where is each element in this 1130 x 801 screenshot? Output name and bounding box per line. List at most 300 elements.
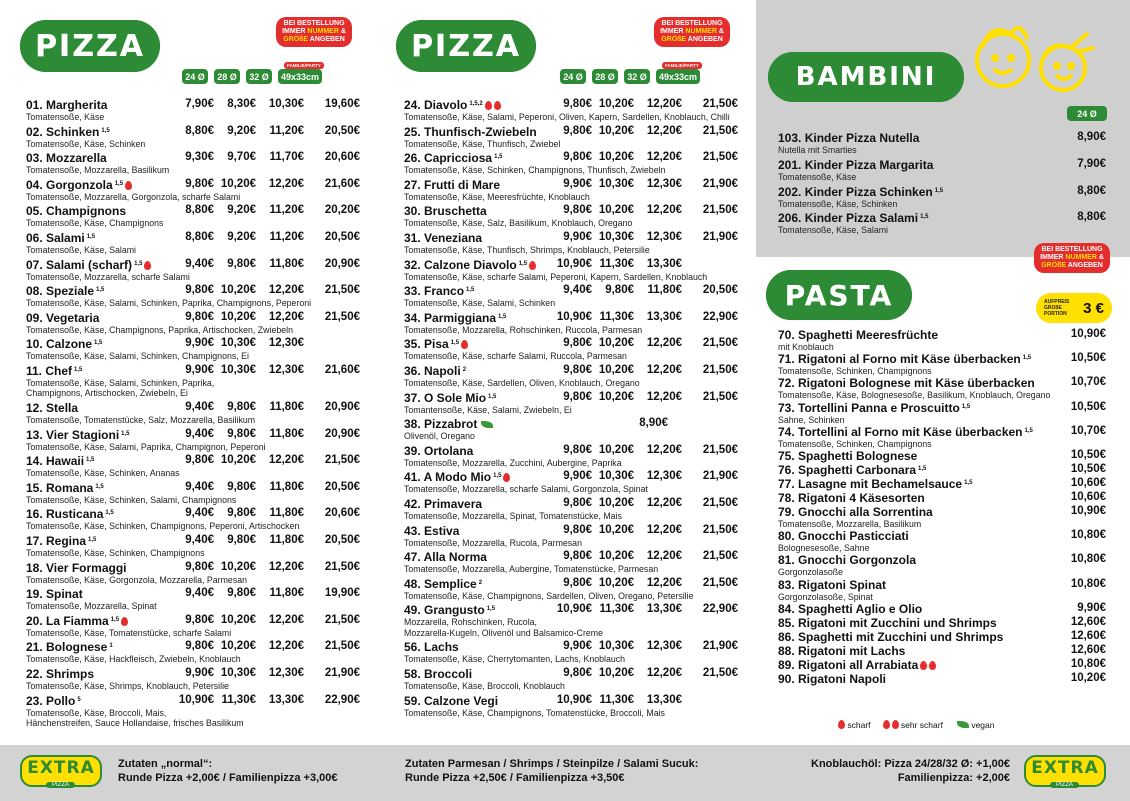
menu-item — [378, 694, 756, 718]
menu-item-name — [26, 694, 81, 708]
menu-item-additives: 1,5 — [94, 340, 103, 347]
menu-item-additives: 1,5 — [488, 393, 497, 400]
pizza-header-right: PIZZA — [396, 20, 536, 72]
menu-item-name — [778, 352, 1031, 366]
menu-item-price: 10,90€ — [1070, 328, 1106, 340]
menu-item-price: 9,40€ — [185, 507, 214, 520]
menu-item-title: 58. Broccoli — [404, 667, 473, 681]
menu-item-price: 10,20€ — [598, 550, 634, 563]
menu-item — [378, 524, 756, 548]
leaf-icon — [957, 721, 969, 728]
order-note-highlight: NUMMER — [685, 28, 717, 35]
menu-item-title: 35. Pisa — [404, 337, 449, 352]
chili-icon — [485, 101, 492, 110]
menu-item-price: 20,60€ — [324, 151, 360, 164]
menu-item — [378, 178, 756, 202]
menu-item-price: 12,30€ — [646, 640, 682, 653]
menu-item-title: 90. Rigatoni Napoli — [778, 671, 887, 686]
chili-icon — [503, 473, 510, 482]
menu-item-name — [404, 640, 459, 654]
menu-item-description: Gorgonzolasoße, Spinat — [778, 591, 873, 602]
menu-item-name — [26, 667, 94, 681]
menu-item-price: 10,50€ — [1070, 352, 1106, 365]
menu-item-name — [404, 524, 459, 538]
menu-item — [756, 630, 1130, 644]
menu-item-name — [778, 529, 909, 543]
menu-item-price: 9,40€ — [185, 427, 214, 440]
menu-item — [0, 667, 378, 691]
chili-icon — [121, 617, 128, 626]
menu-item-price: 9,80€ — [185, 613, 214, 626]
menu-item-title: 88. Rigatoni mit Lachs — [778, 643, 906, 658]
menu-item-name — [404, 417, 493, 431]
menu-item-name — [404, 151, 502, 165]
menu-item-name — [26, 428, 130, 442]
menu-item-price: 22,90€ — [702, 310, 738, 323]
family-party-tag: FAMILIE/PARTY — [662, 62, 702, 69]
menu-item-name — [26, 481, 104, 495]
menu-item-name — [26, 587, 83, 601]
menu-item — [0, 178, 378, 202]
menu-item-price: 10,90€ — [556, 693, 592, 706]
menu-item-price: 9,20€ — [227, 124, 256, 137]
menu-item-price: 12,20€ — [646, 151, 682, 164]
menu-item-name — [26, 364, 82, 378]
menu-item-name — [404, 204, 487, 218]
menu-item-name — [778, 602, 922, 616]
menu-item — [0, 125, 378, 149]
menu-item-name — [26, 204, 126, 218]
size-header-right — [560, 63, 700, 84]
menu-item-description: Tomatensoße, Käse, Gorgonzola, Mozzarella, Parmesan — [26, 574, 248, 585]
menu-item-price: 8,80€ — [1077, 211, 1106, 224]
menu-item-price: 9,40€ — [185, 257, 214, 270]
menu-item-price: 9,80€ — [227, 587, 256, 600]
menu-item-price: 9,40€ — [563, 284, 592, 297]
menu-item-price: 12,20€ — [646, 124, 682, 137]
menu-item-title: 32. Calzone Diavolo — [404, 257, 517, 272]
menu-item — [756, 616, 1130, 630]
bambini-size-header: 24 Ø — [1067, 106, 1107, 121]
menu-item-description: Tomatensoße, Mozzarella, Aubergine, Tomatenstücke, Parmesan — [404, 564, 659, 575]
pizza-column-right — [378, 0, 756, 745]
menu-item-description: Tomatensoße, Käse, Schinken, Ananas — [26, 468, 180, 479]
menu-item-price: 13,30€ — [268, 693, 304, 706]
menu-item-description: Tomatensoße, Käse, Champignons, Paprika, Artischocken, Zwiebeln — [26, 324, 293, 335]
menu-item-price: 10,20€ — [598, 523, 634, 536]
menu-item-additives: 1,5 — [105, 510, 114, 517]
order-note-line — [656, 36, 728, 44]
menu-item-name — [404, 98, 501, 112]
menu-item-name — [778, 328, 938, 342]
pizza-column-left — [0, 0, 378, 745]
size-tag — [246, 69, 272, 84]
menu-item-additives: 1,5 — [466, 287, 475, 294]
menu-item-price: 21,50€ — [702, 124, 738, 137]
menu-item-price: 9,80€ — [227, 401, 256, 413]
menu-item — [378, 577, 756, 601]
menu-item-price: 10,90€ — [1070, 505, 1106, 517]
menu-item-title: 80. Gnocchi Pasticciati — [778, 529, 909, 544]
menu-item-additives: 1,5 — [934, 187, 944, 194]
menu-item-price: 21,50€ — [702, 523, 738, 536]
menu-item-price: 10,20€ — [220, 284, 256, 297]
menu-item-price: 9,90€ — [563, 470, 592, 483]
menu-item-price: 9,80€ — [605, 284, 634, 297]
size-tag — [592, 69, 618, 84]
menu-item — [378, 125, 756, 149]
menu-item-price: 13,30€ — [646, 693, 682, 706]
menu-item — [756, 185, 1130, 209]
menu-item-price: 12,20€ — [646, 337, 682, 350]
menu-item — [378, 417, 756, 441]
menu-item-description: Nutella mit Smarties — [778, 145, 857, 155]
menu-item-price: 10,70€ — [1070, 424, 1106, 437]
menu-item-price: 11,30€ — [599, 310, 634, 323]
menu-item-price: 21,50€ — [702, 364, 738, 376]
menu-item-price: 12,20€ — [268, 560, 304, 573]
menu-item-description: Tomatensoße, Käse, Schinken, Salami, Champignons — [26, 494, 237, 505]
order-note-text: ANGEBEN — [686, 36, 723, 43]
menu-item — [378, 204, 756, 228]
menu-item — [378, 470, 756, 494]
menu-item-price: 7,90€ — [185, 98, 214, 110]
menu-item-row — [404, 417, 756, 431]
menu-item-additives: 1,5 — [74, 367, 83, 373]
menu-item-price: 21,90€ — [702, 470, 738, 483]
menu-item — [0, 258, 378, 282]
bambini-header: BAMBINI — [768, 52, 964, 102]
menu-item-title: 20. La Fiamma — [26, 613, 109, 628]
menu-item-name — [778, 630, 1003, 644]
menu-item-description: Tomatensoße, Käse, Schinken, Champignons, Thunfisch, Zwiebeln — [404, 165, 666, 176]
menu-item-price: 9,90€ — [185, 364, 214, 376]
menu-item-name — [26, 640, 113, 654]
menu-item-title: 77. Lasagne mit Bechamelsauce — [778, 477, 963, 491]
menu-item — [756, 491, 1130, 505]
menu-item-title: 11. Chef — [26, 364, 73, 378]
menu-item-price: 12,30€ — [268, 667, 304, 679]
menu-item-price: 10,20€ — [598, 364, 634, 376]
menu-item-title: 06. Salami — [26, 231, 85, 245]
menu-item-price: 12,20€ — [646, 204, 682, 217]
order-note-highlight: GRÖßE — [1041, 262, 1067, 269]
menu-item-additives: 1,5 — [121, 430, 130, 437]
menu-item-additives: 1,5 — [114, 180, 124, 187]
menu-item-price: 21,60€ — [324, 177, 360, 190]
menu-item-price: 10,20€ — [598, 98, 634, 110]
menu-item-description: Tomatensoße, Käse, Champignons, Tomatenstücke, Broccoli, Mais — [404, 707, 665, 718]
menu-item-price: 8,80€ — [1077, 184, 1106, 197]
menu-item-title: 75. Spaghetti Bolognese — [778, 449, 918, 463]
menu-item-price: 20,50€ — [324, 124, 360, 137]
menu-item-description: Tomatensoße, Käse, Tomatenstücke, scharfe Salami — [26, 627, 232, 638]
menu-item-name — [404, 603, 495, 617]
menu-item-description: Mozzarella, Rohschinken, Rucola, — [404, 617, 537, 628]
menu-item-price: 21,50€ — [324, 560, 360, 573]
menu-item-description: Tomatensoße, Tomatenstücke, Salz, Mozzarella, Basilikum — [26, 415, 256, 425]
menu-item — [378, 98, 756, 122]
menu-item — [756, 352, 1130, 376]
menu-item — [0, 284, 378, 308]
menu-item-description: Tomatensoße, Käse, Champignons — [26, 218, 164, 229]
menu-item-additives: 1,5 — [96, 287, 105, 294]
menu-item-title: 79. Gnocchi alla Sorrentina — [778, 505, 933, 519]
menu-item — [756, 211, 1130, 235]
menu-item-price: 9,90€ — [185, 337, 214, 350]
menu-item — [378, 391, 756, 415]
order-note-line: BEI BESTELLUNG — [283, 20, 345, 27]
menu-item-price: 10,20€ — [598, 204, 634, 217]
menu-item — [0, 98, 378, 122]
menu-item-price: 13,30€ — [646, 310, 682, 323]
menu-item-additives: 1,5 — [493, 473, 502, 480]
menu-item-price: 9,80€ — [227, 534, 256, 546]
menu-item-price: 22,90€ — [702, 603, 738, 616]
menu-item-additives: 5 — [77, 696, 81, 703]
menu-item-price: 9,80€ — [563, 390, 592, 403]
menu-item-price: 21,50€ — [702, 443, 738, 456]
chili-icon — [144, 261, 151, 270]
size-label: 28 Ø — [595, 71, 615, 82]
menu-item-price: 20,50€ — [324, 480, 360, 493]
order-note-line: BEI BESTELLUNG — [1041, 246, 1103, 253]
menu-item-description: Tomatensoße, Käse, Schinken — [778, 198, 898, 209]
menu-item-title: 47. Alla Norma — [404, 550, 487, 565]
menu-item-name — [778, 211, 928, 225]
menu-item — [378, 667, 756, 691]
menu-item-price: 9,80€ — [227, 257, 256, 270]
menu-item-price: 8,90€ — [639, 417, 668, 430]
menu-item-price: 9,80€ — [563, 667, 592, 679]
menu-item-price: 10,50€ — [1070, 449, 1106, 461]
menu-item — [0, 204, 378, 228]
menu-item-description: Tomatensoße, Mozzarella, Basilikum — [778, 519, 922, 529]
menu-item-price: 9,80€ — [563, 523, 592, 536]
menu-item — [0, 151, 378, 175]
menu-item — [756, 658, 1130, 672]
menu-item-price: 11,30€ — [599, 603, 634, 616]
menu-item-price: 20,90€ — [324, 427, 360, 440]
menu-item-price: 10,20€ — [598, 667, 634, 679]
order-note-highlight: NUMMER — [1065, 254, 1097, 261]
menu-item-name — [26, 231, 95, 245]
menu-item-additives: 1,5 — [494, 154, 503, 161]
menu-item — [756, 463, 1130, 477]
menu-item-price: 21,50€ — [702, 337, 738, 350]
menu-item-price: 12,30€ — [268, 337, 304, 350]
menu-item-title: 42. Primavera — [404, 497, 483, 511]
menu-item-name — [778, 616, 997, 630]
menu-item-description: Tomatensoße, Mozzarella, Spinat — [26, 601, 157, 612]
menu-item — [0, 640, 378, 664]
menu-item-description: Tomatensoße, Mozzarella, Rucola, Parmesan — [404, 537, 582, 548]
menu-item-price: 21,50€ — [324, 640, 360, 653]
menu-item-price: 11,20€ — [269, 204, 304, 217]
menu-item-price: 11,20€ — [269, 124, 304, 137]
kids-faces-icon — [961, 12, 1101, 100]
menu-item-title: 21. Bolognese — [26, 640, 108, 655]
menu-item-name — [26, 151, 107, 165]
menu-item-price: 11,20€ — [269, 231, 304, 243]
menu-item-price: 10,50€ — [1070, 463, 1106, 475]
menu-item-name — [26, 401, 78, 415]
menu-item-title: 70. Spaghetti Meeresfrüchte — [778, 328, 939, 342]
menu-item-description: Olivenöl, Oregano — [404, 431, 475, 442]
menu-item-price: 19,90€ — [324, 587, 360, 600]
menu-item-price: 10,30€ — [220, 337, 256, 350]
menu-item-price: 10,20€ — [1070, 671, 1106, 684]
menu-item-name — [404, 231, 482, 245]
pizza-header: PIZZA — [20, 20, 160, 72]
menu-item-title: 78. Rigatoni 4 Käsesorten — [778, 491, 925, 505]
menu-item-description: Bolognesesoße, Sahne — [778, 543, 870, 554]
menu-item-price: 10,30€ — [598, 640, 634, 653]
menu-item-price: 11,80€ — [269, 534, 304, 546]
menu-item — [0, 454, 378, 478]
order-note-highlight: GRÖßE — [283, 36, 309, 43]
menu-item-additives: 1,5 — [134, 260, 143, 267]
menu-item-name — [26, 178, 132, 192]
menu-item-title: 73. Tortellini Panna e Proscuitto — [778, 400, 960, 415]
menu-item-description: Tomatensoße, Käse, Sardellen, Oliven, Knoblauch, Oregano — [404, 378, 640, 388]
menu-item-name — [778, 477, 972, 491]
menu-item-name — [26, 454, 94, 468]
size-label: 24 Ø — [185, 71, 205, 82]
menu-item-price: 9,30€ — [185, 151, 214, 164]
menu-item-description: Tomatensoße, Mozzarella, scharfe Salami, Gorgonzola, Spinat — [404, 484, 648, 495]
menu-item-price: 11,70€ — [269, 151, 304, 164]
menu-item-description: Tomatensoße, Schinken, Champignons — [778, 438, 932, 449]
menu-item-title: 34. Parmiggiana — [404, 310, 497, 325]
menu-item-price: 10,90€ — [178, 693, 214, 706]
menu-item-price: 8,30€ — [227, 98, 256, 110]
menu-item-price: 9,80€ — [227, 427, 256, 440]
menu-item-price: 10,30€ — [598, 470, 634, 483]
menu-item-name — [778, 491, 925, 505]
footer-left-text: Zutaten „normal“: Runde Pizza +2,00€ / Familienpizza +3,00€ — [118, 758, 338, 784]
menu-item-name — [404, 470, 510, 484]
menu-item-price: 11,30€ — [221, 693, 256, 706]
menu-item-price: 11,80€ — [647, 284, 682, 297]
menu-item-description: mit Knoblauch — [778, 342, 834, 352]
menu-item-name — [26, 337, 102, 351]
order-note-text: IMMER — [660, 28, 686, 35]
menu-item-price: 12,20€ — [268, 177, 304, 190]
menu-item — [378, 497, 756, 521]
menu-item-price: 9,80€ — [185, 177, 214, 190]
menu-item-price: 12,30€ — [646, 231, 682, 243]
size-label: 28 Ø — [217, 71, 237, 82]
menu-item-price: 9,80€ — [563, 337, 592, 350]
menu-item-description: Tomatensoße, Käse, Thunfisch, Shrimps, Knoblauch, Petersilie — [404, 245, 650, 255]
menu-item-title: 56. Lachs — [404, 640, 459, 655]
menu-item-name — [26, 507, 114, 521]
menu-item-price: 11,80€ — [269, 257, 304, 270]
menu-item-price: 9,80€ — [185, 284, 214, 297]
menu-item-additives: 2 — [462, 367, 467, 373]
order-note-badge — [276, 17, 352, 47]
menu-item — [756, 644, 1130, 658]
menu-item — [756, 553, 1130, 577]
menu-item-price: 20,50€ — [324, 534, 360, 546]
chili-icon — [929, 661, 936, 670]
menu-item-additives: 1,5 — [918, 466, 927, 472]
menu-item — [0, 614, 378, 638]
menu-item-additives: 1,5 — [920, 214, 929, 221]
menu-item-title: 39. Ortolana — [404, 443, 474, 458]
menu-item-title: 15. Romana — [26, 480, 94, 495]
menu-item — [378, 444, 756, 468]
menu-item-price: 21,50€ — [324, 284, 360, 297]
menu-item — [0, 694, 378, 729]
order-note-text: & — [338, 28, 346, 35]
menu-item-description: Tomatensoße, Käse, Cherrytomanten, Lachs, Knoblauch — [404, 654, 626, 665]
menu-item-description: Tomatensoße, Käse, Thunfisch, Zwiebel — [404, 138, 561, 149]
footer-right-text: Knoblauchöl: Pizza 24/28/32 Ø: +1,00€ Familienpizza: +2,00€ — [811, 758, 1010, 784]
menu-item-description: Tomatensoße, Käse, Salami — [778, 225, 889, 236]
menu-item-description: Tomatensoße, Mozzarella, Spinat, Tomatenstücke, Mais — [404, 511, 622, 521]
menu-item-price: 8,90€ — [1077, 131, 1106, 143]
menu-item — [756, 602, 1130, 616]
menu-item-title: 18. Vier Formaggi — [26, 560, 127, 575]
menu-item-price: 12,20€ — [646, 497, 682, 509]
menu-item-title: 12. Stella — [26, 401, 79, 415]
menu-item — [0, 364, 378, 399]
menu-item-description: Tomatensoße, Käse — [26, 112, 105, 122]
menu-item-additives: 1,5,2 — [469, 101, 483, 107]
menu-item-price: 12,20€ — [646, 523, 682, 536]
menu-item-price: 8,80€ — [185, 204, 214, 217]
menu-item-title: 03. Mozzarella — [26, 151, 107, 166]
extra-pizza-logo-right: EXTRA PIZZA — [1024, 755, 1106, 787]
menu-item-title: 84. Spaghetti Aglio e Olio — [778, 601, 923, 616]
menu-item-title: 41. A Modo Mio — [404, 470, 492, 485]
menu-item-additives: 1,5 — [961, 403, 971, 410]
menu-item-price: 10,80€ — [1070, 553, 1106, 566]
menu-item-price: 9,70€ — [227, 151, 256, 164]
menu-item-description: Tomatensoße, Käse, Broccoli, Knoblauch — [404, 681, 565, 691]
menu-item-price: 9,80€ — [185, 640, 214, 653]
menu-item-title: 89. Rigatoni all Arrabiata — [778, 657, 919, 672]
menu-item-description: Tomatensoße, Käse, Salami, Paprika, Champignon, Peperoni — [26, 441, 266, 452]
menu-item-price: 10,20€ — [220, 640, 256, 653]
menu-item-name — [404, 337, 468, 351]
menu-item-title: 27. Frutti di Mare — [404, 177, 501, 192]
extra-pizza-logo: EXTRA PIZZA — [20, 755, 102, 787]
menu-item-price: 11,80€ — [269, 480, 304, 493]
menu-item-additives: 1,5 — [101, 127, 110, 134]
menu-item — [0, 481, 378, 505]
menu-item-additives: 1,5 — [486, 606, 496, 613]
menu-item — [378, 151, 756, 175]
menu-item — [756, 529, 1130, 553]
menu-item-title: 24. Diavolo — [404, 98, 468, 112]
menu-item-description: Tomatensoße, Käse, Champignons, Sardellen, Oliven, Oregano, Petersilie — [404, 590, 694, 601]
menu-item-additives: 1,5 — [1024, 427, 1033, 434]
aufpreis-badge: AUFPREIS GROßE PORTION 3 € — [1036, 293, 1112, 323]
menu-item-title: 83. Rigatoni Spinat — [778, 577, 887, 592]
menu-item-price: 10,90€ — [556, 603, 592, 616]
menu-item-title: 76. Spaghetti Carbonara — [778, 463, 917, 477]
menu-item-price: 12,20€ — [268, 640, 304, 653]
menu-item-additives: 1,5 — [86, 234, 96, 240]
menu-item-price: 12,20€ — [268, 454, 304, 467]
menu-item-price: 9,40€ — [185, 480, 214, 493]
menu-item-name — [404, 577, 482, 591]
menu-item-price: 10,30€ — [220, 364, 256, 376]
menu-item-title: 16. Rusticana — [26, 507, 104, 522]
